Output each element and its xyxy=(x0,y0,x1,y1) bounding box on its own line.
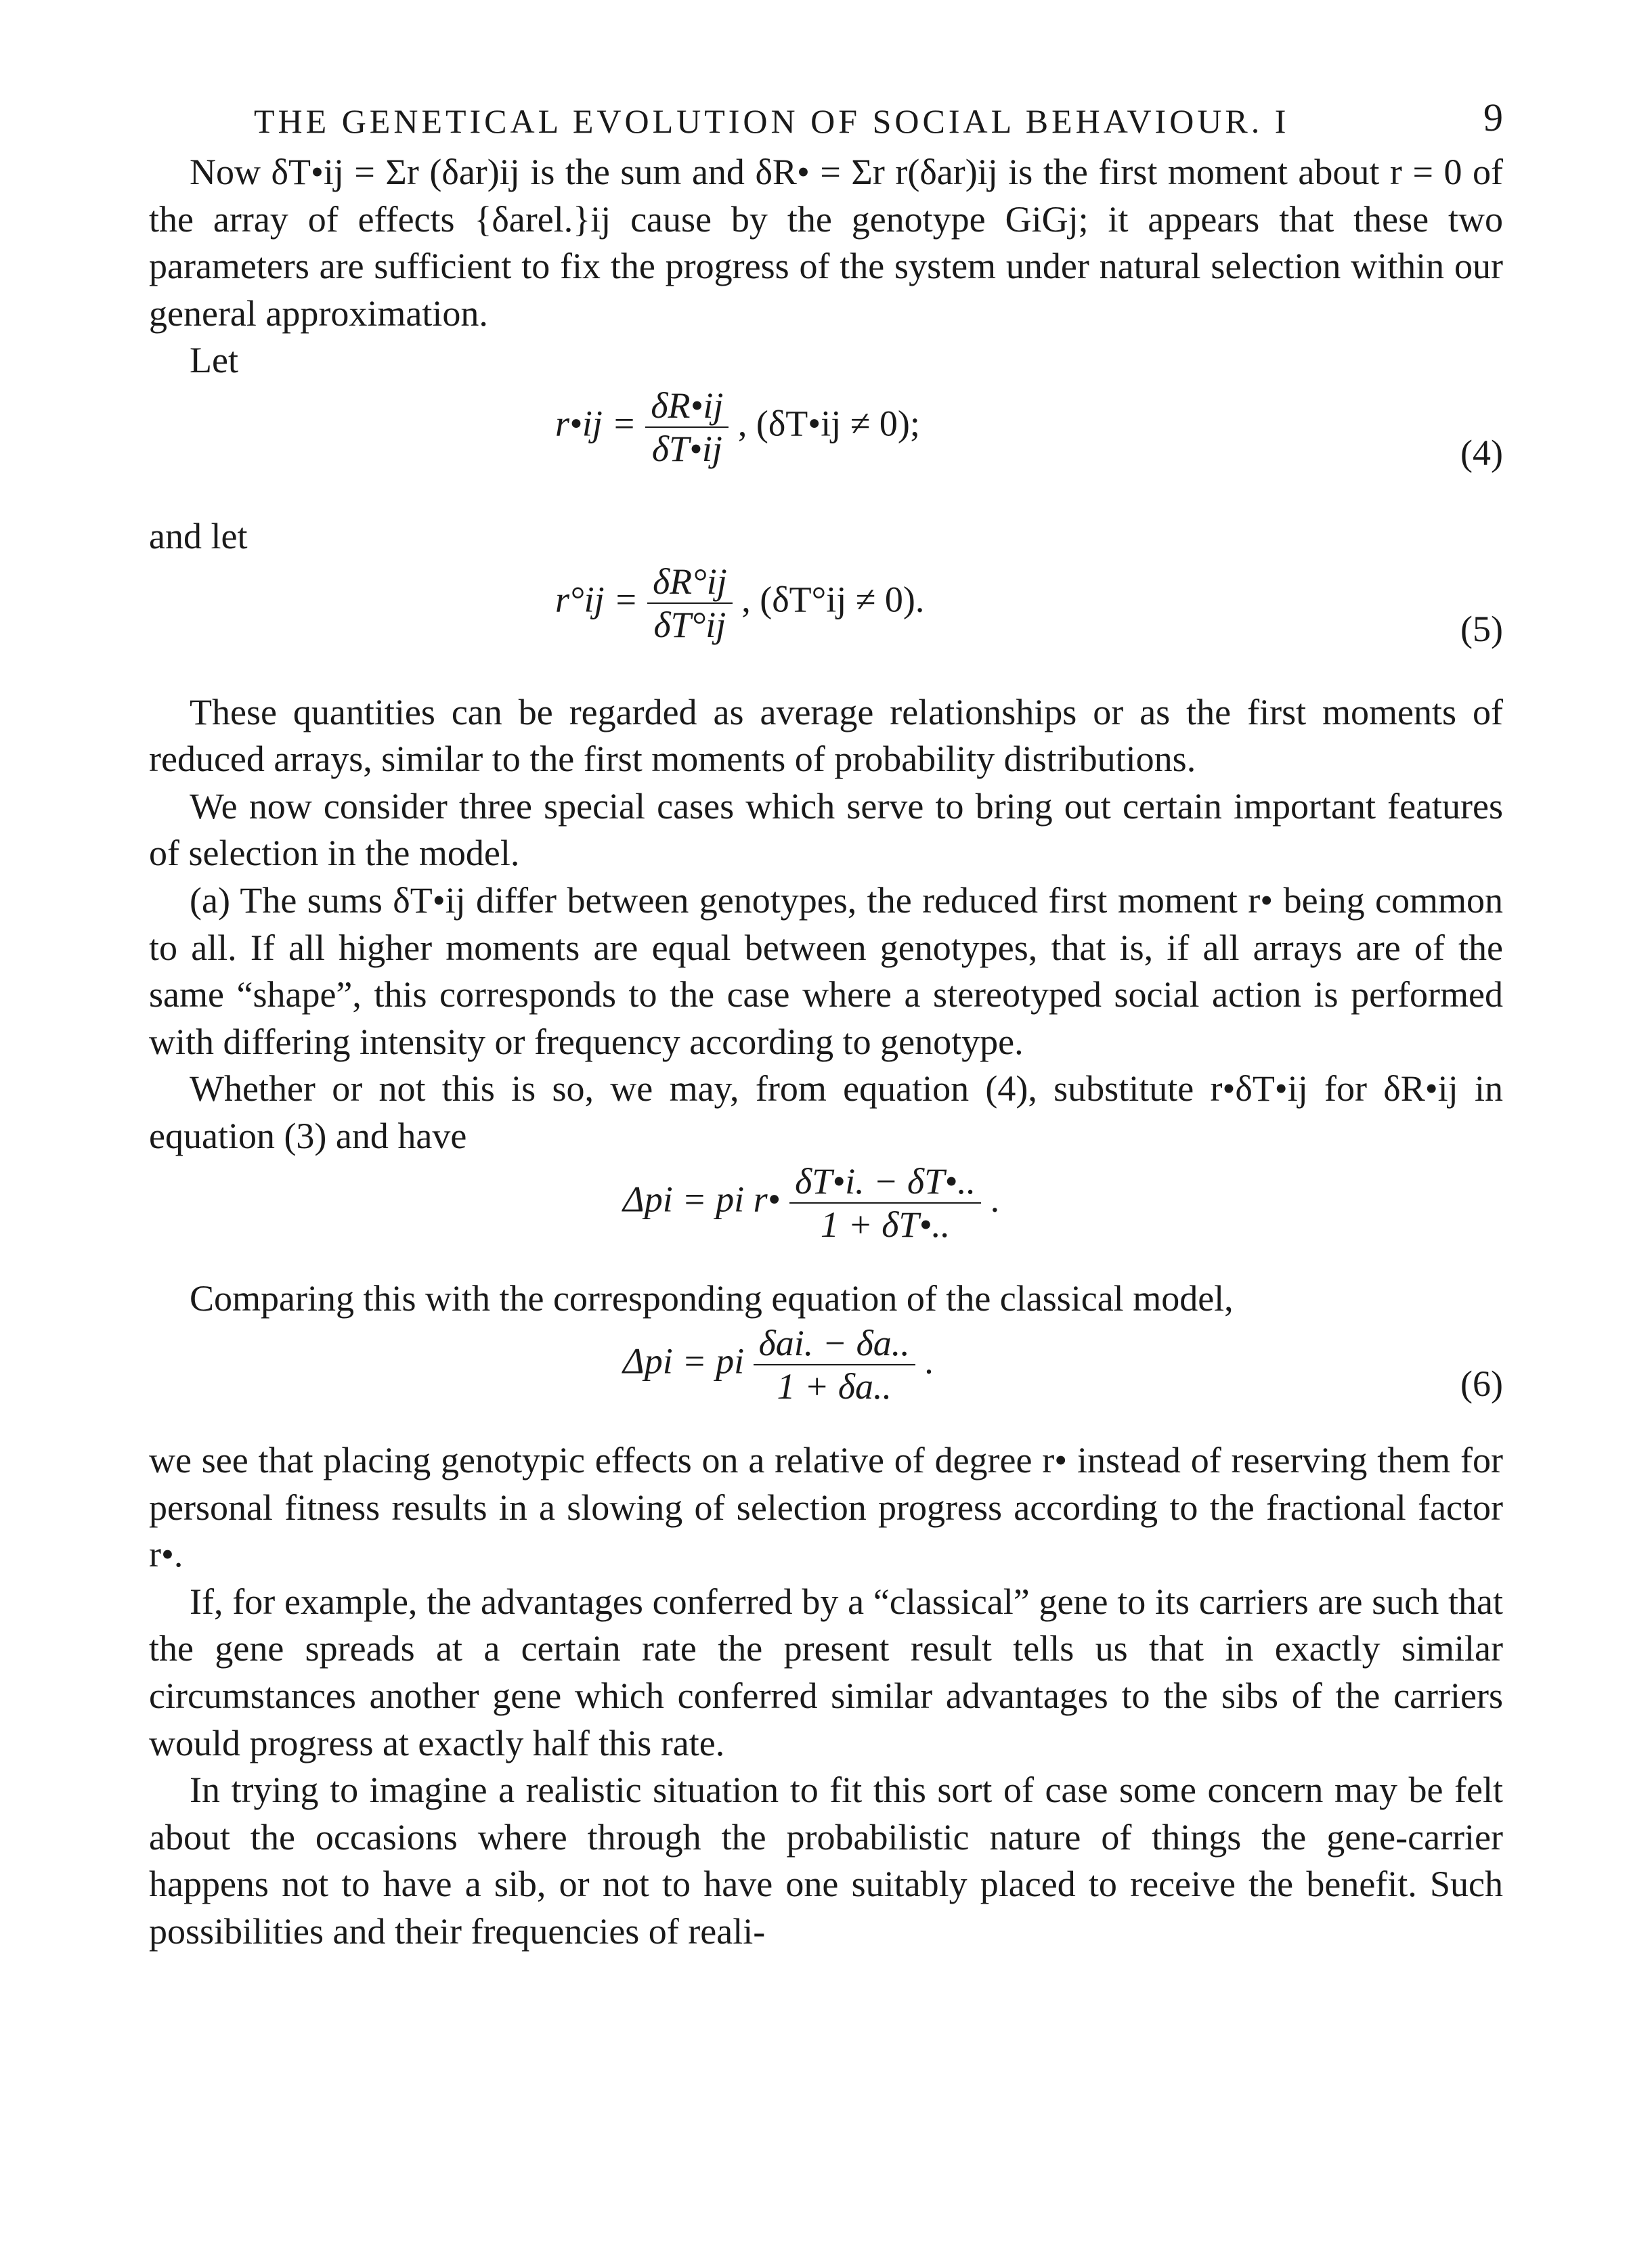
paragraph-3: We now consider three special cases which serve to bring out certain important features of selection in the model. xyxy=(149,785,1503,874)
equation-5-math xyxy=(555,561,924,646)
equation-4-fraction xyxy=(645,385,729,470)
equation-5-numerator: δR°ij xyxy=(647,561,733,604)
equation-delta-p-numerator: δT•i. − δT•.. xyxy=(789,1160,981,1204)
equation-delta-p-fraction xyxy=(789,1160,981,1246)
equation-5 xyxy=(149,561,1503,689)
equation-5-number: (5) xyxy=(1460,608,1503,649)
equation-delta-p-tail: . xyxy=(990,1178,1000,1219)
paragraph-2: These quantities can be regarded as average relationships or as the first moments of reduced arrays, similar to the first moments of probability distributions. xyxy=(149,691,1503,780)
equation-6-lhs: Δpi = pi xyxy=(623,1340,745,1382)
equation-delta-p-lhs: Δpi = pi r• xyxy=(623,1178,781,1219)
equation-4-math xyxy=(555,385,920,470)
equation-5-condition: , (δT°ij ≠ 0). xyxy=(741,578,925,619)
equation-6-fraction xyxy=(754,1322,915,1407)
equation-5-fraction xyxy=(647,561,733,646)
paragraph-8: If, for example, the advantages conferred by a “classical” gene to its carriers are such that the gene spreads at a certain rate the present result tells us that in exactly similar circumstances another gene which conferred similar advantages to the sibs of the carriers would progress at exactly half this rate. xyxy=(149,1581,1503,1763)
equation-4-lhs: r•ij = xyxy=(555,403,636,444)
paragraph-and-let: and let xyxy=(149,515,248,556)
equation-4-denominator: δT•ij xyxy=(651,428,722,469)
paragraph-4: (a) The sums δT•ij differ between genotypes, the reduced first moment r• being common to all. If all higher moments are equal between genotypes, that is, if all arrays are of the same “shape”, this corresponds to the case where a stereotyped social action is performed with differing intensity or frequency according to genotype. xyxy=(149,879,1503,1062)
paragraph-let: Let xyxy=(190,340,238,381)
equation-delta-p-math xyxy=(623,1160,999,1246)
running-header xyxy=(149,88,1503,149)
equation-6-number: (6) xyxy=(1460,1363,1503,1405)
paragraph-1: Now δT•ij = Σr (δar)ij is the sum and δR• = Σr r(δar)ij is the first moment about r = 0 of the array of effects {δarel.}ij cause by the genotype GiGj; it appears that these two parameters are sufficient to fix the progress of the system under natural selection within our general approximation. xyxy=(149,152,1503,334)
paragraph-9: In trying to imagine a realistic situation to fit this sort of case some concern may be felt about the occasions where through the probabilistic nature of things the gene-carrier happens not to have a sib, or not to have one suitably placed to receive the benefit. Such possibilities and their frequencies of reali- xyxy=(149,1770,1503,1952)
equation-4-number: (4) xyxy=(1460,432,1503,473)
equation-5-lhs: r°ij = xyxy=(555,578,638,619)
equation-delta-p xyxy=(149,1160,1503,1275)
equation-4-numerator: δR•ij xyxy=(645,385,729,428)
page xyxy=(149,88,1503,1956)
page-number: 9 xyxy=(1483,95,1503,139)
equation-4 xyxy=(149,385,1503,513)
equation-6-denominator: 1 + δa.. xyxy=(777,1366,892,1407)
running-title: THE GENETICAL EVOLUTION OF SOCIAL BEHAVIOUR. I xyxy=(254,102,1290,140)
equation-6-numerator: δai. − δa.. xyxy=(754,1322,915,1365)
equation-6-tail: . xyxy=(924,1340,934,1382)
paragraph-5: Whether or not this is so, we may, from equation (4), substitute r•δT•ij for δR•ij in equation (3) and have xyxy=(149,1068,1503,1156)
paragraph-7: we see that placing genotypic effects on a relative of degree r• instead of reserving them for personal fitness results in a slowing of selection progress according to the fractional factor r•. xyxy=(149,1440,1503,1575)
paragraph-6: Comparing this with the corresponding equation of the classical model, xyxy=(190,1277,1234,1319)
equation-6-math xyxy=(623,1322,934,1407)
equation-delta-p-denominator: 1 + δT•.. xyxy=(820,1204,951,1245)
equation-5-denominator: δT°ij xyxy=(653,604,726,645)
equation-6 xyxy=(149,1322,1503,1437)
equation-4-condition: , (δT•ij ≠ 0); xyxy=(737,403,920,444)
